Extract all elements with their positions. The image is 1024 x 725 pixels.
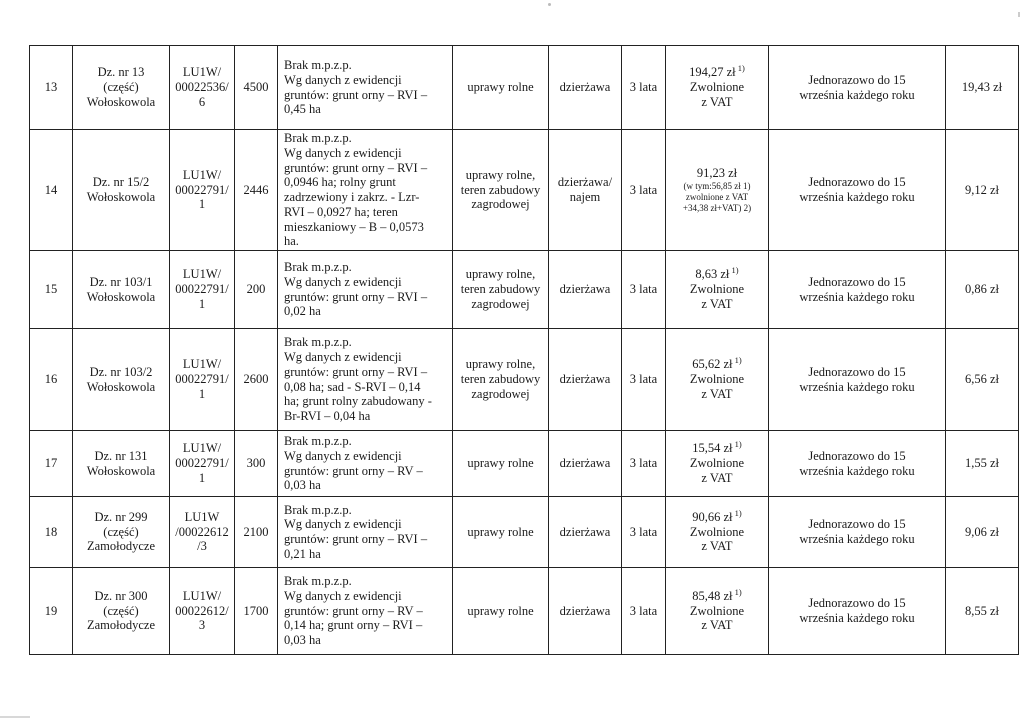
period-cell: 3 lata [622,329,666,431]
amount-value: 8,63 zł $^{1)}$ [695,265,739,282]
description-cell: Brak m.p.z.p. Wg danych z ewidencji gruntów: grunt orny – RVI – 0,02 ha [278,251,453,329]
vat-status: Zwolnione z VAT [689,282,745,311]
fee-cell: 9,12 zł [946,130,1019,251]
table-row [30,431,1019,497]
description-cell: Brak m.p.z.p. Wg danych z ewidencji gruntów: grunt orny – RVI – 0,21 ha [278,497,453,568]
row-number-cell: 18 [30,497,73,568]
lease-form-cell: dzierżawa [549,431,622,497]
lease-form-cell: dzierżawa [549,497,622,568]
period-cell: 3 lata [622,130,666,251]
fee-cell: 9,06 zł [946,497,1019,568]
row-number-cell: 15 [30,251,73,329]
table-row [30,497,1019,568]
row-number-cell: 19 [30,568,73,655]
vat-status: Zwolnione z VAT [689,524,745,554]
footnote-marker: 1) [732,439,742,450]
row-number-cell: 14 [30,130,73,251]
amount-value: 15,54 zł $^{1)}$ [692,439,742,456]
land-register-cell: LU1W/ 00022612/ 3 [170,568,235,655]
vat-status: Zwolnione z VAT [689,372,745,401]
lease-form-cell: dzierżawa [549,46,622,130]
area-cell: 1700 [235,568,278,655]
amount-cell [666,329,769,431]
vat-status: Zwolnione z VAT [689,456,745,485]
payment-terms-cell: Jednorazowo do 15 września każdego roku [769,568,946,655]
land-register-cell: LU1W/ 00022791/ 1 [170,329,235,431]
area-cell: 2100 [235,497,278,568]
land-register-cell: LU1W/ 00022791/ 1 [170,431,235,497]
lease-form-cell: dzierżawa [549,329,622,431]
period-cell: 3 lata [622,497,666,568]
amount-value: 65,62 zł $^{1)}$ [692,355,742,372]
payment-terms-cell: Jednorazowo do 15 września każdego roku [769,431,946,497]
fee-cell: 1,55 zł [946,431,1019,497]
area-cell: 2600 [235,329,278,431]
land-use-cell: uprawy rolne [453,568,549,655]
amount-cell [666,251,769,329]
table-row [30,251,1019,329]
footnote-marker: 1) [729,265,739,276]
amount-value: 85,48 zł $^{1)}$ [692,586,742,603]
row-number-cell: 17 [30,431,73,497]
area-cell: 4500 [235,46,278,130]
plot-cell: Dz. nr 103/1 Wołoskowola [73,251,170,329]
land-register-cell: LU1W/ 00022791/ 1 [170,130,235,251]
description-cell: Brak m.p.z.p. Wg danych z ewidencji gruntów: grunt orny – RV – 0,14 ha; grunt orny – RVI – 0,03 ha [278,568,453,655]
footnote-marker: 1) [732,355,742,366]
scan-speck [548,3,551,6]
amount-value: 90,66 zł $^{1)}$ [692,507,742,524]
row-number-cell: 16 [30,329,73,431]
fee-cell: 0,86 zł [946,251,1019,329]
scan-speck [1018,12,1020,17]
lease-form-cell: dzierżawa [549,568,622,655]
scan-artifact [0,716,30,718]
land-use-cell: uprawy rolne, teren zabudowy zagrodowej [453,329,549,431]
vat-status: Zwolnione z VAT [689,80,745,109]
land-register-cell: LU1W /00022612 /3 [170,497,235,568]
amount-value: 194,27 zł $^{1)}$ [689,63,745,80]
land-register-cell: LU1W/ 00022536/ 6 [170,46,235,130]
plot-cell: Dz. nr 15/2 Wołoskowola [73,130,170,251]
area-cell: 2446 [235,130,278,251]
land-use-cell: uprawy rolne [453,431,549,497]
amount-cell [666,46,769,130]
payment-terms-cell: Jednorazowo do 15 września każdego roku [769,251,946,329]
plot-cell: Dz. nr 299 (część) Zamołodycze [73,497,170,568]
amount-value: 91,23 zł [696,165,738,180]
fee-cell: 6,56 zł [946,329,1019,431]
description-cell: Brak m.p.z.p. Wg danych z ewidencji gruntów: grunt orny – RV – 0,03 ha [278,431,453,497]
payment-terms-cell: Jednorazowo do 15 września każdego roku [769,46,946,130]
amount-cell [666,497,769,568]
area-cell: 300 [235,431,278,497]
plot-cell: Dz. nr 300 (część) Zamołodycze [73,568,170,655]
amount-cell [666,568,769,655]
area-cell: 200 [235,251,278,329]
plot-cell: Dz. nr 103/2 Wołoskowola [73,329,170,431]
lease-form-cell: dzierżawa [549,251,622,329]
footnote-marker: 1) [735,63,745,74]
land-register-cell: LU1W/ 00022791/ 1 [170,251,235,329]
footnote-marker: 1) [732,586,742,597]
footnote-marker: 1) [732,507,742,518]
payment-terms-cell: Jednorazowo do 15 września każdego roku [769,497,946,568]
land-use-cell: uprawy rolne, teren zabudowy zagrodowej [453,251,549,329]
land-use-cell: uprawy rolne, teren zabudowy zagrodowej [453,130,549,251]
table-row [30,130,1019,251]
table-row [30,329,1019,431]
description-cell: Brak m.p.z.p. Wg danych z ewidencji gruntów: grunt orny – RVI – 0,08 ha; sad - S-RVI – 0,14 ha; grunt rolny zabudowany - Br-RVI – 0,04 ha [278,329,453,431]
fee-cell: 8,55 zł [946,568,1019,655]
table-row [30,568,1019,655]
plot-cell: Dz. nr 13 (część) Wołoskowola [73,46,170,130]
payment-terms-cell: Jednorazowo do 15 września każdego roku [769,130,946,251]
payment-terms-cell: Jednorazowo do 15 września każdego roku [769,329,946,431]
land-use-cell: uprawy rolne [453,46,549,130]
property-lease-table [29,45,1019,655]
plot-cell: Dz. nr 131 Wołoskowola [73,431,170,497]
description-cell: Brak m.p.z.p. Wg danych z ewidencji gruntów: grunt orny – RVI – 0,0946 ha; rolny grunt zadrzewiony i zakrz. - Lzr- RVI – 0,0927 ha; teren mieszkaniowy – B – 0,0573 ha. [278,130,453,251]
description-cell: Brak m.p.z.p. Wg danych z ewidencji gruntów: grunt orny – RVI – 0,45 ha [278,46,453,130]
period-cell: 3 lata [622,46,666,130]
vat-breakdown: (w tym:56,85 zł 1) zwolnione z VAT +34,38 zł+VAT) 2) [682,180,752,213]
row-number-cell: 13 [30,46,73,130]
period-cell: 3 lata [622,431,666,497]
fee-cell: 19,43 zł [946,46,1019,130]
period-cell: 3 lata [622,568,666,655]
table-body [30,46,1019,655]
amount-cell [666,431,769,497]
amount-cell [666,130,769,251]
table-row [30,46,1019,130]
land-use-cell: uprawy rolne [453,497,549,568]
period-cell: 3 lata [622,251,666,329]
lease-form-cell: dzierżawa/ najem [549,130,622,251]
vat-status: Zwolnione z VAT [689,603,745,633]
